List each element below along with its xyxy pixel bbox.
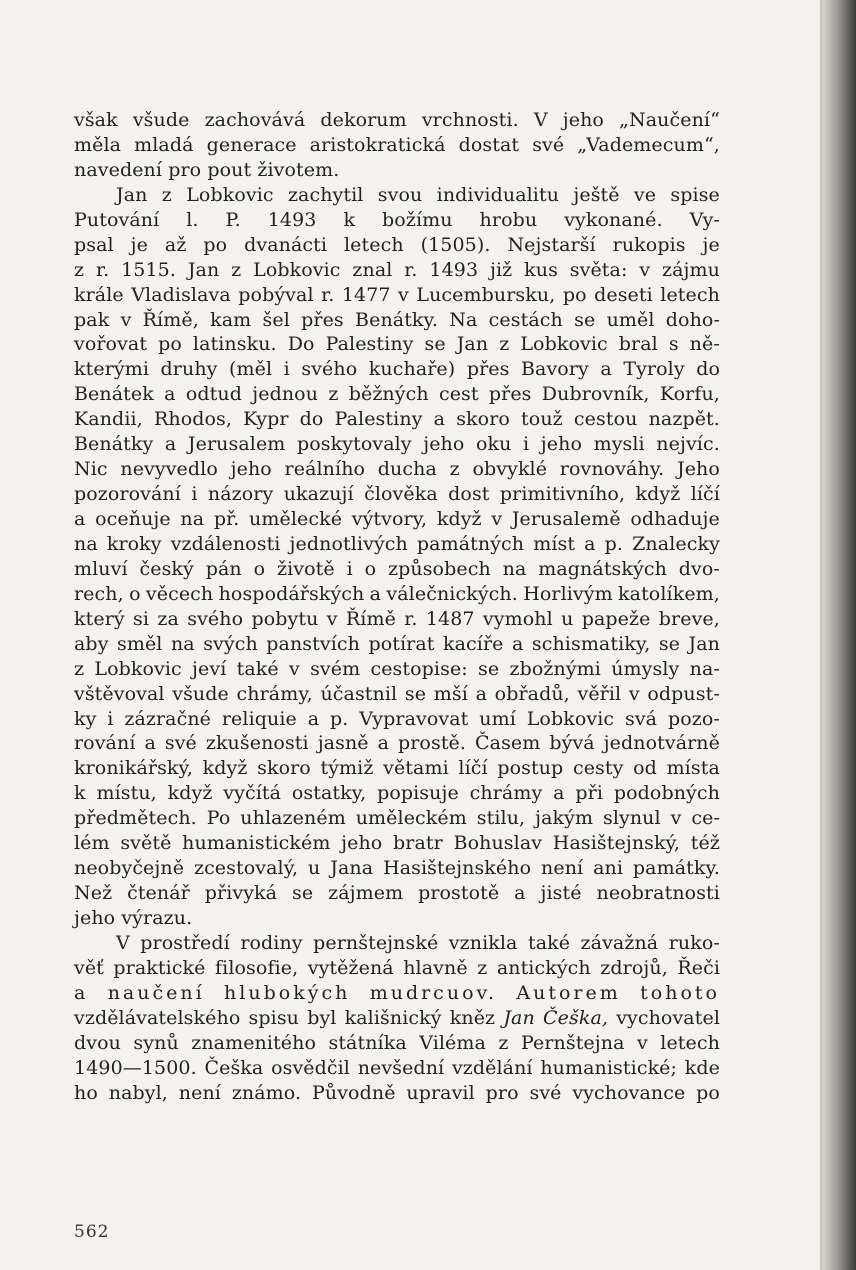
text-line: psal je až po dvanácti letech (1505). Nejstarší rukopis je <box>74 233 720 256</box>
text-line: a oceňuje na př. umělecké výtvory, když v Jerusalemě odhaduje <box>74 508 720 530</box>
text-line: Nic nevyvedlo jeho reálního ducha z obvyklé rovnováhy. Jeho <box>74 458 720 481</box>
text-line: na kroky vzdálenosti jednotlivých památných míst a p. Znalecky <box>74 532 720 555</box>
text-line: vštěvoval všude chrámy, účastnil se mší a obřadů, věřil v odpust- <box>74 682 720 705</box>
text-line: Putování l. P. 1493 k božímu hrobu vykonané. Vy- <box>74 208 720 231</box>
text-line: k místu, když vyčítá ostatky, popisuje chrámy a při podobných <box>74 782 720 805</box>
text-line: 1490—1500. Češka osvědčil nevšední vzdělání humanistické; kde <box>74 1056 720 1079</box>
text-line: Benátky a Jerusalem poskytovaly jeho oku i jeho mysli nejvíc. <box>74 433 720 456</box>
text-line: Kandii, Rhodos, Kypr do Palestiny a skoro touž cestou nazpět. <box>74 408 720 431</box>
text-line: věť praktické filosofie, vytěžená hlavně z antických zdrojů, Řeči <box>74 956 720 979</box>
text-line: z r. 1515. Jan z Lobkovic znal r. 1493 již kus světa: v zájmu <box>74 258 720 281</box>
body-text <box>74 108 720 1106</box>
text-line: vořovat po latinsku. Do Palestiny se Jan z Lobkovic bral s ně- <box>74 333 720 356</box>
text-line: jeho výrazu. <box>74 907 193 929</box>
text-line: z Lobkovic jeví také v svém cestopise: se zbožnými úmysly na- <box>74 657 720 680</box>
text-line: dvou synů znamenitého státníka Viléma z Pernštejna v letech <box>74 1031 720 1054</box>
text-line: rování a své zkušenosti jasně a prostě. Časem bývá jednotvárně <box>74 732 720 755</box>
text-line: ho nabyl, není známo. Původně upravil pro své vychovance po <box>74 1081 720 1104</box>
paragraph-start-line: Jan z Lobkovic zachytil svou individualitu ještě ve spise <box>116 183 720 206</box>
text-line: krále Vladislava pobýval r. 1477 v Lucembursku, po deseti letech <box>74 283 720 306</box>
text-line: rech, o věcech hospodářských a válečnických. Horlivým katolíkem, <box>74 582 720 605</box>
text-line: navedení pro pout životem. <box>74 158 340 181</box>
text-line: ky i zázračné reliquie a p. Vypravovat umí Lobkovic svá pozo- <box>74 707 720 730</box>
text-line: mluví český pán o životě i o způsobech na magnátských dvo- <box>74 557 720 580</box>
text-line: kronikářský, když skoro týmiž větami líčí postup cesty od místa <box>74 757 720 780</box>
page-number: 562 <box>74 1222 110 1242</box>
text-line: neobyčejně zcestovalý, u Jana Hasištejnského není ani památky. <box>74 857 720 880</box>
text-line: pak v Římě, kam šel přes Benátky. Na cestách se uměl doho- <box>74 308 720 331</box>
spaced-title-line: a naučení hlubokých mudrcuov. Autorem tohoto <box>74 981 720 1004</box>
paragraph-start-line: V prostředí rodiny pernštejnské vznikla také závažná ruko- <box>116 931 720 954</box>
text-line: Než čtenář přivyká se zájmem prostotě a jisté neobratnosti <box>74 882 720 905</box>
text-line: vzdělávatelského spisu byl kališnický kněz Jan Češka, vychovatel <box>74 1006 720 1029</box>
text-line: který si za svého pobytu v Římě r. 1487 vymohl u papeže breve, <box>74 607 720 630</box>
text-line: pozorování i názory ukazují člověka dost primitivního, když líčí <box>74 483 720 506</box>
text-line: měla mladá generace aristokratická dostat své „Vademecum“, <box>74 133 720 156</box>
text-line: kterými druhy (měl i svého kuchaře) přes Bavory a Tyroly do <box>74 358 720 381</box>
text-line: předmětech. Po uhlazeném uměleckém stilu, jakým slynul v ce- <box>74 807 720 830</box>
text-line: aby směl na svých panstvích potírat kacíře a schismatiky, se Jan <box>74 632 720 655</box>
page-edge-shadow <box>822 0 856 1270</box>
text-line: však všude zachovává dekorum vrchnosti. V jeho „Naučení“ <box>74 109 720 131</box>
text-line: Benátek a odtud jednou z běžných cest přes Dubrovník, Korfu, <box>74 383 720 406</box>
text-line: lém světě humanistickém jeho bratr Bohuslav Hasištejnský, též <box>74 832 720 855</box>
